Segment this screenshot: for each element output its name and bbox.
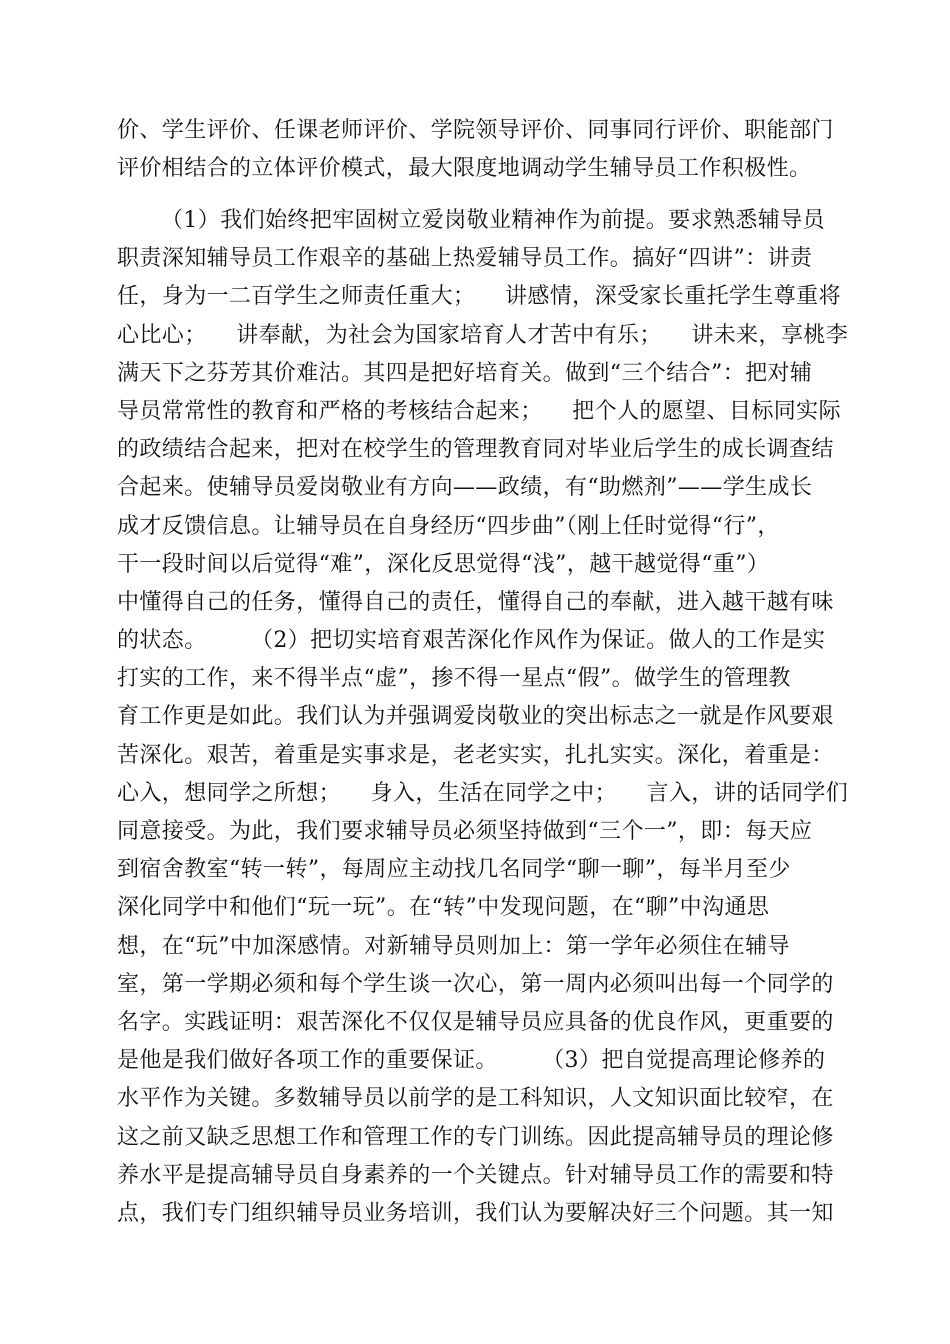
text-line: 苦深化。艰苦，着重是实事求是，老老实实，扎扎实实。深化，着重是： [117,742,834,768]
text-line: 这之前又缺乏思想工作和管理工作的专门训练。因此提高辅导员的理论修 [117,1124,834,1150]
text-line: 职责深知辅导员工作艰辛的基础上热爱辅导员工作。搞好“四讲”：讲责 [117,246,813,272]
text-line: 打实的工作，来不得半点“虚”，掺不得一星点“假”。做学生的管理教 [117,666,791,692]
text-line: 同意接受。为此，我们要求辅导员必须坚持做到“三个一”，即：每天应 [117,819,813,844]
text-line: 心比心； 讲奉献，为社会为国家培育人才苦中有乐； 讲未来，享桃李 [117,322,849,348]
text-line: （1）我们始终把牢固树立爱岗敬业精神作为前提。要求熟悉辅导员 [161,208,825,233]
text-line: 育工作更是如此。我们认为并强调爱岗敬业的突出标志之一就是作风要艰 [117,704,834,730]
paragraph-2 [117,202,849,1233]
text-line: 的政绩结合起来，把对在校学生的管理教育同对毕业后学生的成长调查结 [117,437,834,463]
text-line: 成才反馈信息。让辅导员在自身经历“四步曲”（刚上任时觉得“行”， [117,513,780,539]
text-line: 满天下之芬芳其价难沽。其四是把好培育关。做到“三个结合”：把对辅 [117,360,813,386]
text-line: 水平作为关键。多数辅导员以前学的是工科知识，人文知识面比较窄，在 [117,1086,834,1112]
text-line: 的状态。 （2）把切实培育艰苦深化作风作为保证。做人的工作是实 [117,628,826,654]
text-line: 干一段时间以后觉得“难”，深化反思觉得“浅”，越干越觉得“重”） [117,551,770,577]
text-line: 中懂得自己的任务，懂得自己的责任，懂得自己的奉献，进入越干越有味 [117,589,834,615]
paragraph-1 [117,112,833,188]
text-line: 名字。实践证明：艰苦深化不仅仅是辅导员应具备的优良作风，更重要的 [117,1009,834,1035]
text-line: 深化同学中和他们“玩一玩”。在“转”中发现问题，在“聊”中沟通思 [117,895,770,921]
text-line: 是他是我们做好各项工作的重要保证。 （3）把自觉提高理论修养的 [117,1048,826,1074]
text-line: 养水平是提高辅导员自身素养的一个关键点。针对辅导员工作的需要和特 [117,1162,834,1188]
text-line: 评价相结合的立体评价模式，最大限度地调动学生辅导员工作积极性。 [117,156,812,182]
text-line: 心入，想同学之所想； 身入，生活在同学之中； 言入，讲的话同学们 [117,780,849,806]
text-line: 导员常常性的教育和严格的考核结合起来； 把个人的愿望、目标同实际 [117,398,841,424]
text-line: 价、学生评价、任课老师评价、学院领导评价、同事同行评价、职能部门 [117,118,834,143]
text-line: 想，在“玩”中加深感情。对新辅导员则加上：第一学年必须住在辅导 [117,933,790,959]
text-line: 到宿舍教室“转一转”，每周应主动找几名同学“聊一聊”，每半月至少 [117,857,791,883]
text-line: 室，第一学期必须和每个学生谈一次心，第一周内必须叫出每一个同学的 [117,971,834,997]
text-line: 任，身为一二百学生之师责任重大； 讲感情，深受家长重托学生尊重将 [117,284,841,310]
text-line: 合起来。使辅导员爱岗敬业有方向——政绩，有“助燃剂”——学生成长 [117,475,813,501]
text-line: 点，我们专门组织辅导员业务培训，我们认为要解决好三个问题。其一知 [117,1200,834,1226]
